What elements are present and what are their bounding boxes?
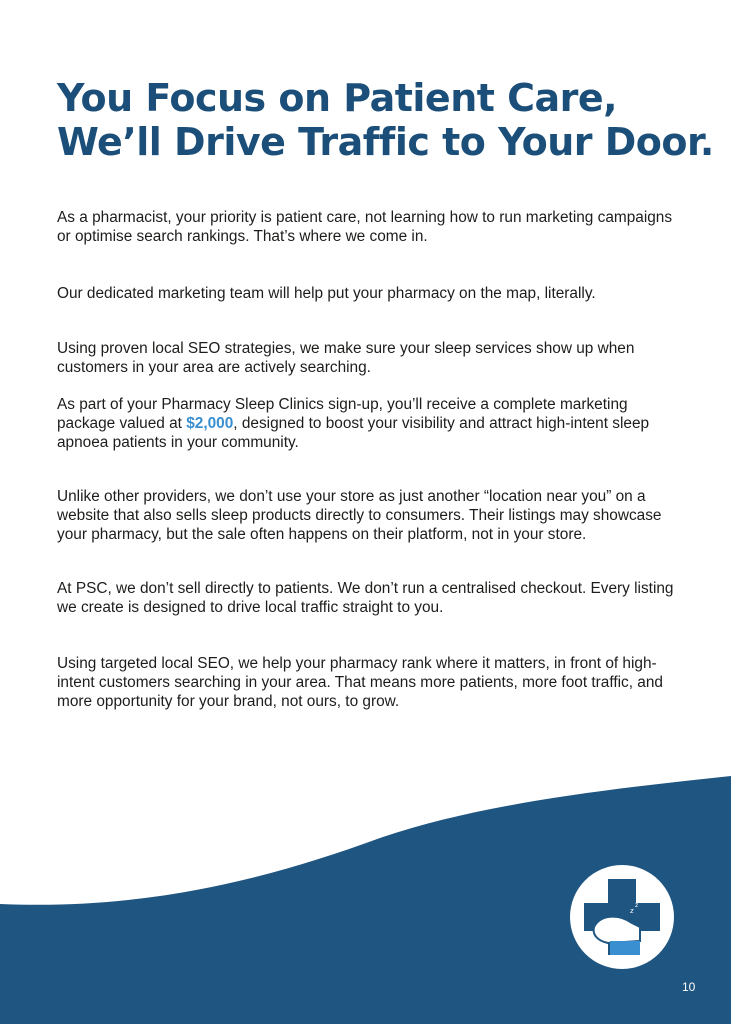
sleeping-cross-logo-icon (570, 865, 674, 969)
paragraph-priority: As a pharmacist, your priority is patient care, not learning how to run marketing campaigns or optimise search rankings. That’s where we come in. (57, 209, 673, 245)
paragraph-marketing-team: Our dedicated marketing team will help put your pharmacy on the map, literally. (57, 285, 596, 302)
paragraph-local-seo: Using proven local SEO strategies, we make sure your sleep services show up when customers in your area are actively searching. (57, 340, 635, 376)
svg-text:z: z (630, 907, 634, 915)
page-title (57, 76, 714, 164)
paragraph-marketing-package (57, 395, 687, 452)
page-title-line-2: We’ll Drive Traffic to Your Door. (57, 120, 714, 164)
paragraph-targeted-seo: Using targeted local SEO, we help your pharmacy rank where it matters, in front of high-intent customers searching in your area. That means more patients, more foot traffic, and more opportunity for your brand, not ours, to grow. (57, 655, 663, 710)
paragraph-psc: At PSC, we don’t sell directly to patients. We don’t run a centralised checkout. Every listing we create is designed to drive local traffic straight to you. (57, 580, 674, 616)
svg-text:z: z (639, 898, 642, 904)
svg-text:z: z (635, 902, 639, 909)
paragraph-other-providers: Unlike other providers, we don’t use your store as just another “location near you” on a website that also sells sleep products directly to consumers. Their listings may showcase your pharmacy, but the sale often happens on their platform, not in your store. (57, 488, 662, 543)
package-price: $2,000 (186, 415, 234, 432)
package-text-start: As part of your Pharmacy Sleep Clinics sign-up, you’ll receive a complete marketing package valued at (57, 396, 628, 432)
page-number: 10 (682, 980, 696, 994)
page-title-line-1: You Focus on Patient Care, (57, 76, 618, 120)
package-text-end: , designed to boost your visibility and attract high-intent sleep apnoea patients in your community. (57, 415, 650, 451)
